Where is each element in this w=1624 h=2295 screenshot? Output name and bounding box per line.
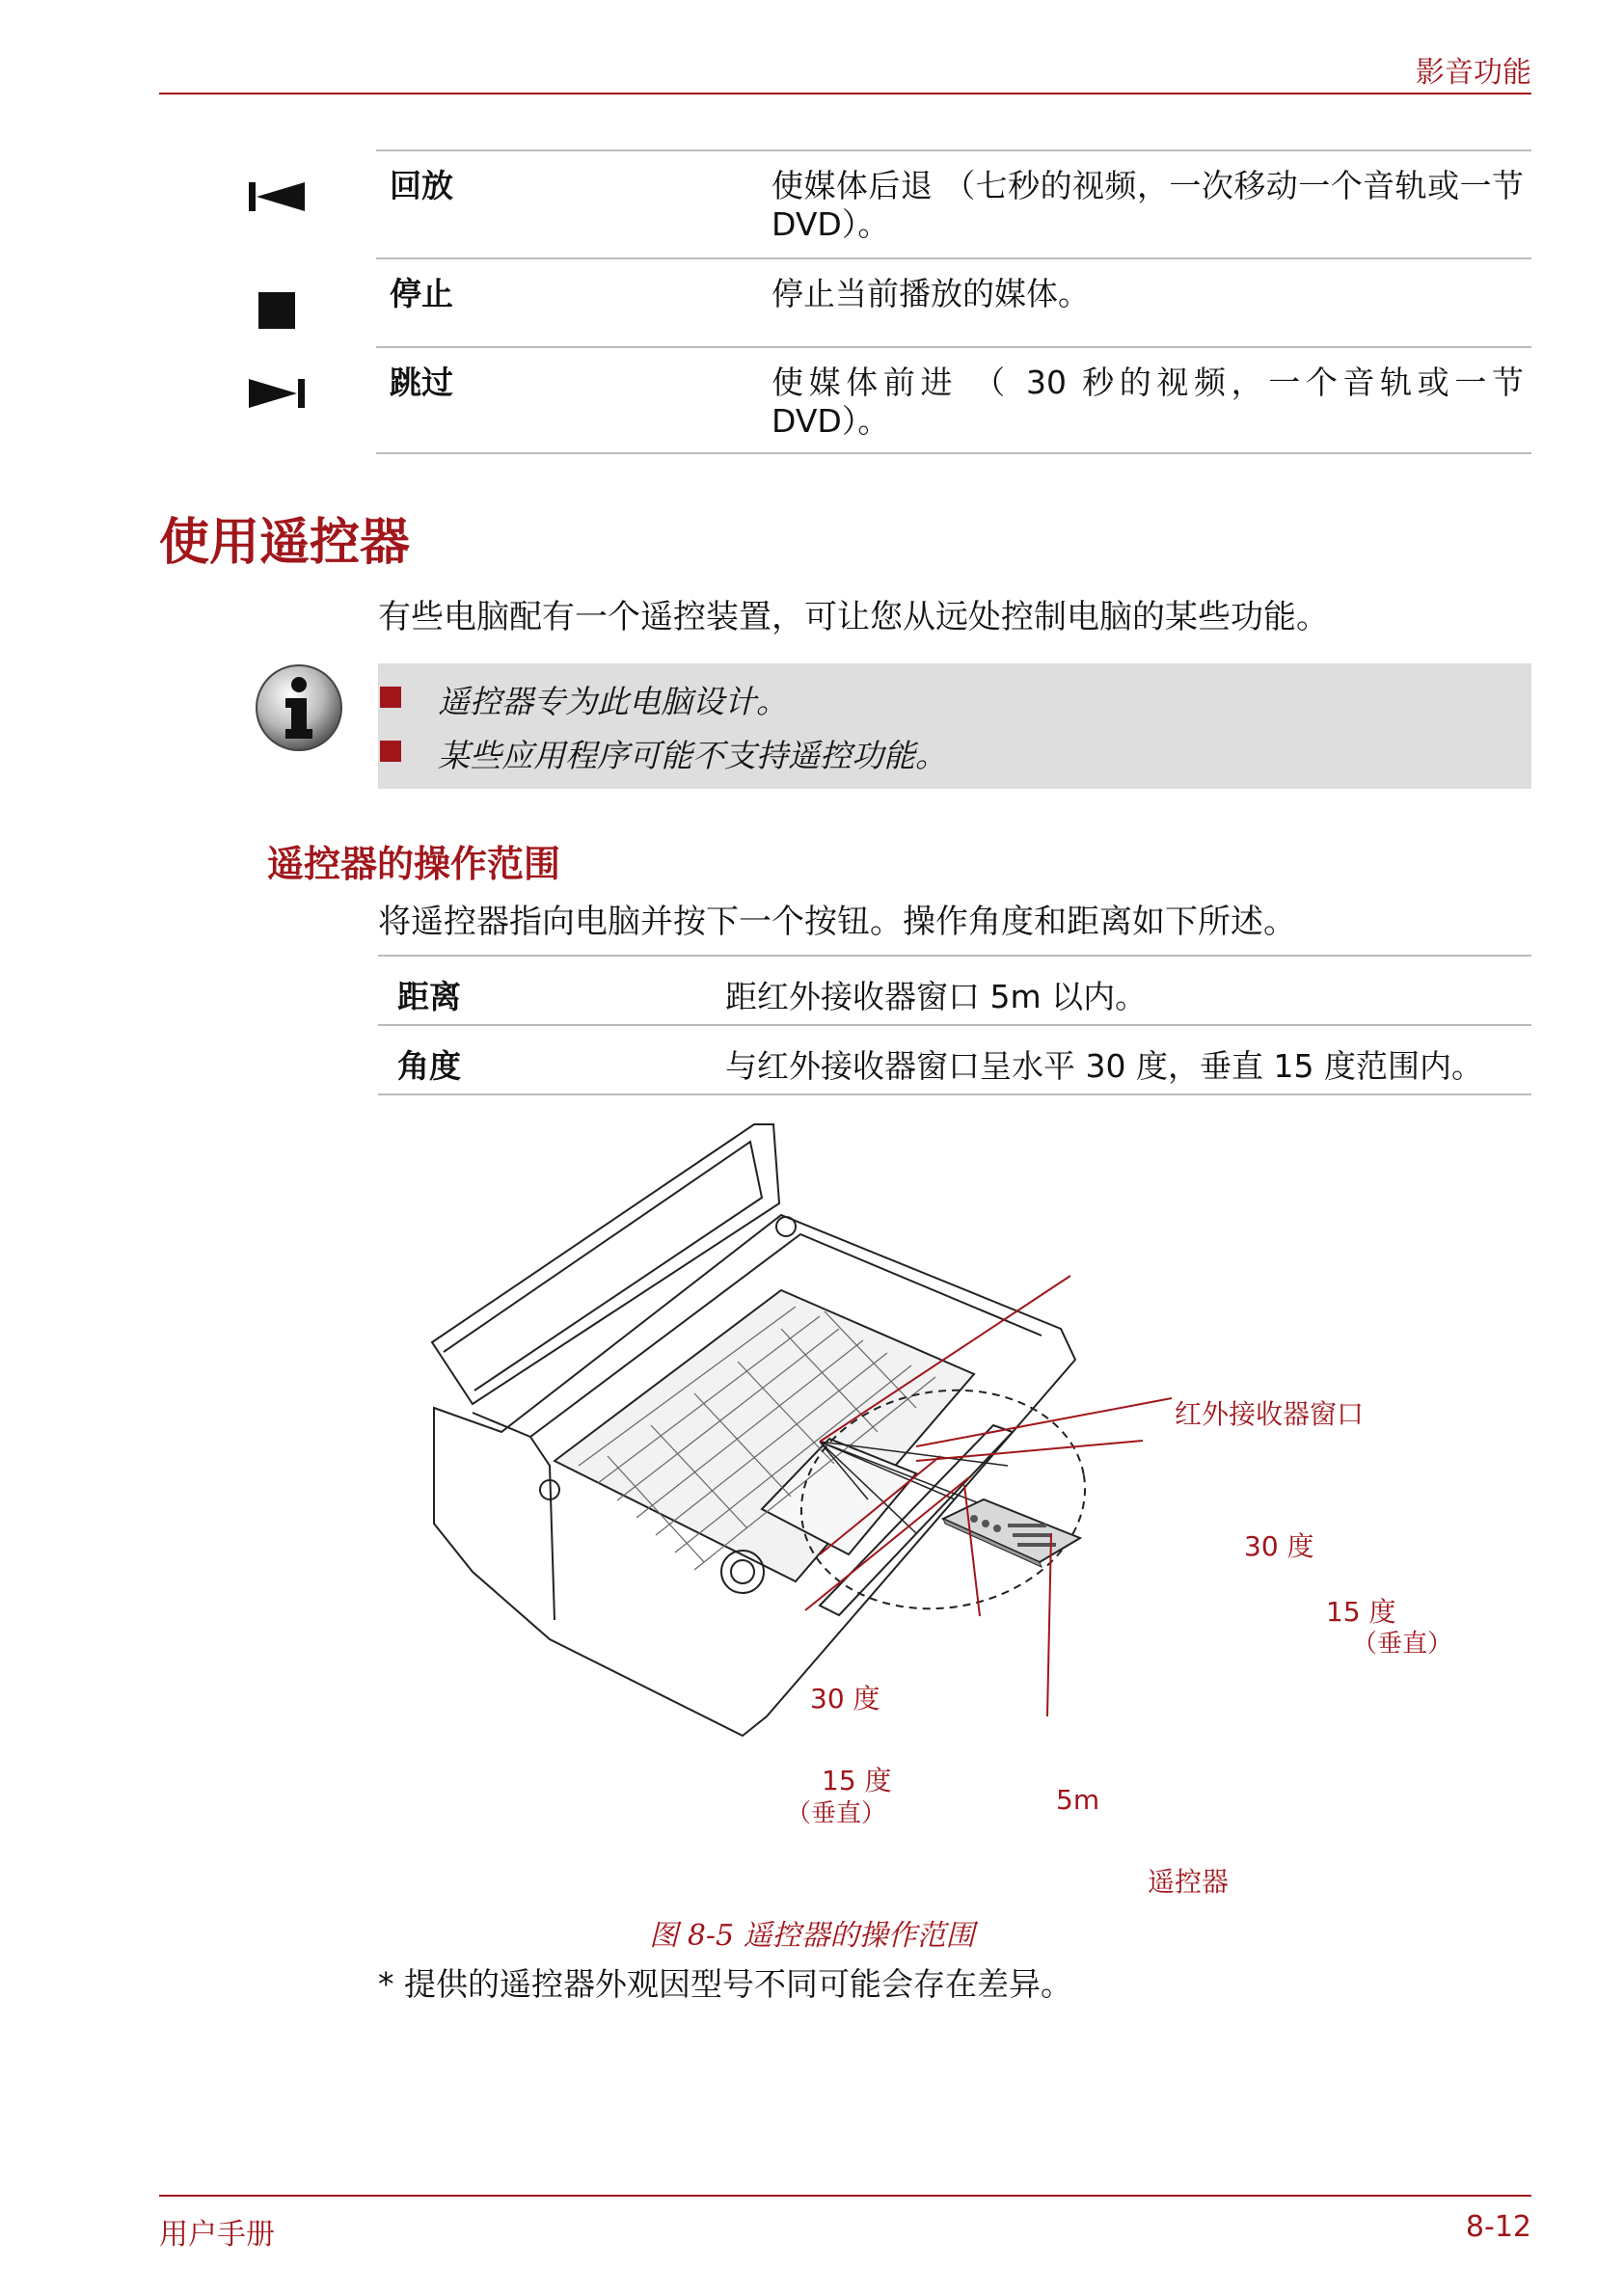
remote-range-figure: [415, 1119, 1475, 1904]
remote-label: 遥控器: [1148, 1866, 1230, 1898]
spec-name: 角度: [397, 1047, 461, 1085]
figure-caption: 图 8-5 遥控器的操作范围: [649, 1919, 975, 1953]
subsection-title: 遥控器的操作范围: [267, 843, 561, 885]
spec-value: 距红外接收器窗口 5m 以内。: [725, 978, 1148, 1015]
control-description: 使媒体后退 （七秒的视频，一次移动一个音轨或一节 DVD）。: [771, 167, 1524, 243]
bullet-icon: [380, 741, 401, 762]
table-row: [376, 346, 1531, 454]
previous-track-icon: [247, 180, 307, 222]
header-rule: [159, 93, 1531, 94]
control-name: 停止: [390, 275, 453, 312]
stop-icon: [247, 288, 307, 339]
ir-window-label: 红外接收器窗口: [1175, 1398, 1365, 1430]
distance-label: 5m: [1056, 1784, 1100, 1816]
control-name: 跳过: [390, 364, 453, 401]
horizontal-angle-label: 30 度: [1244, 1530, 1314, 1562]
list-item: [438, 677, 788, 722]
subsection-intro: 将遥控器指向电脑并按下一个按钮。操作角度和距离如下所述。: [378, 903, 1296, 941]
table-row: [378, 1024, 1531, 1095]
table-row: [378, 955, 1531, 1024]
spec-name: 距离: [397, 978, 461, 1015]
bullet-icon: [380, 687, 401, 708]
info-icon: [253, 662, 345, 758]
section-title: 使用遥控器: [159, 514, 411, 572]
list-item: [438, 731, 947, 776]
control-name: 回放: [390, 167, 453, 204]
control-description: 停止当前播放的媒体。: [771, 275, 1090, 312]
footer-rule: [159, 2195, 1531, 2197]
footer-title: 用户手册: [159, 2218, 275, 2252]
spec-value: 与红外接收器窗口呈水平 30 度，垂直 15 度范围内。: [725, 1047, 1483, 1085]
note-text: 遥控器专为此电脑设计。: [438, 683, 788, 720]
section-intro: 有些电脑配有一个遥控装置，可让您从远处控制电脑的某些功能。: [378, 598, 1329, 636]
remote-control: [943, 1499, 1080, 1567]
note-box: [378, 663, 1531, 789]
table-row: [376, 257, 1531, 346]
next-track-icon: [247, 377, 307, 418]
vertical-angle-sublabel: （垂直）: [1352, 1630, 1453, 1659]
running-header: 影音功能: [1416, 56, 1531, 90]
page-number: 8-12: [1465, 2210, 1531, 2244]
range-spec-table: [378, 955, 1531, 1095]
media-controls-table: [376, 149, 1531, 454]
vertical-angle-sublabel: （垂直）: [786, 1799, 887, 1828]
table-row: [376, 149, 1531, 257]
footnote: * 提供的遥控器外观因型号不同可能会存在差异。: [378, 1965, 1072, 2003]
vertical-angle-label: 15 度: [822, 1765, 892, 1796]
vertical-angle-label: 15 度: [1326, 1596, 1396, 1628]
horizontal-angle-label: 30 度: [810, 1683, 880, 1714]
note-text: 某些应用程序可能不支持遥控功能。: [438, 737, 947, 774]
control-description: 使媒体前进 （ 30 秒的视频，一个音轨或一节 DVD）。: [771, 364, 1524, 440]
